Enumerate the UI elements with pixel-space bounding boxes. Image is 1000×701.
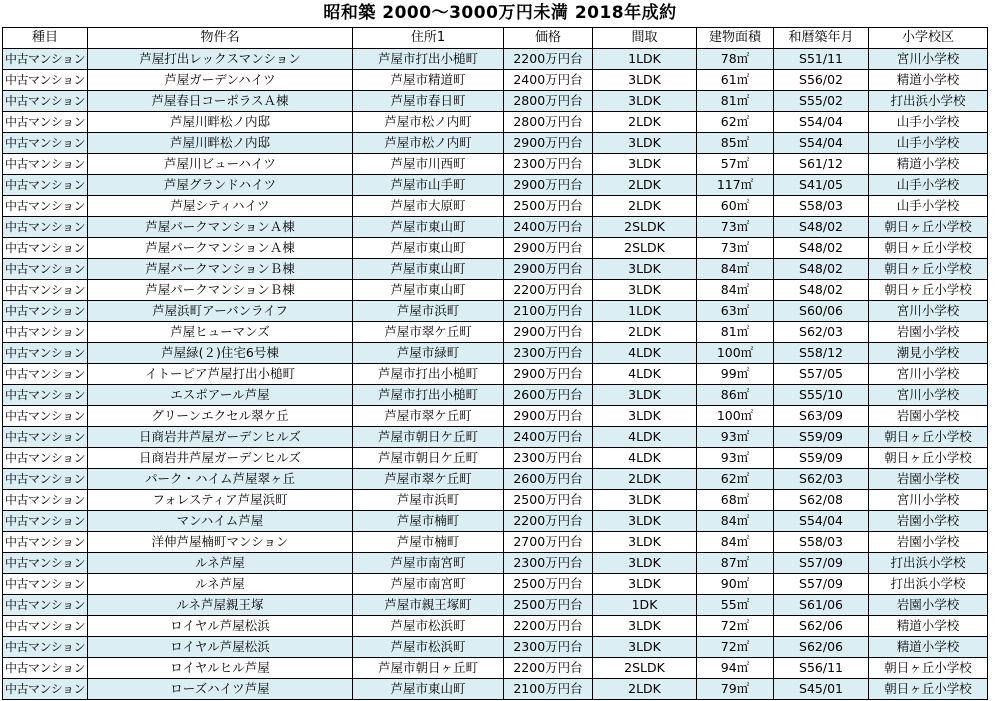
cell-kind: 中古マンション [3, 133, 88, 154]
cell-price: 2900万円台 [504, 259, 593, 280]
cell-floor-area: 81㎡ [697, 322, 774, 343]
cell-price: 2400万円台 [504, 427, 593, 448]
cell-property-name: ルネ芦屋 [88, 553, 353, 574]
cell-price: 2200万円台 [504, 658, 593, 679]
cell-built-date: S57/09 [774, 553, 869, 574]
cell-layout: 3LDK [593, 511, 697, 532]
cell-floor-area: 84㎡ [697, 280, 774, 301]
cell-kind: 中古マンション [3, 511, 88, 532]
cell-kind: 中古マンション [3, 49, 88, 70]
cell-built-date: S62/03 [774, 322, 869, 343]
cell-price: 2400万円台 [504, 217, 593, 238]
cell-kind: 中古マンション [3, 238, 88, 259]
cell-floor-area: 84㎡ [697, 532, 774, 553]
cell-layout: 3LDK [593, 259, 697, 280]
table-row [3, 595, 988, 616]
cell-property-name: 芦屋ヒューマンズ [88, 322, 353, 343]
cell-price: 2200万円台 [504, 49, 593, 70]
cell-school-district: 朝日ヶ丘小学校 [869, 259, 988, 280]
cell-floor-area: 72㎡ [697, 616, 774, 637]
cell-school-district: 山手小学校 [869, 196, 988, 217]
column-header-layout: 間取 [593, 28, 697, 49]
cell-kind: 中古マンション [3, 322, 88, 343]
cell-price: 2600万円台 [504, 469, 593, 490]
cell-built-date: S55/10 [774, 385, 869, 406]
cell-property-name: 芦屋パークマンションＡ棟 [88, 238, 353, 259]
cell-kind: 中古マンション [3, 196, 88, 217]
cell-layout: 3LDK [593, 280, 697, 301]
cell-price: 2200万円台 [504, 616, 593, 637]
cell-layout: 3LDK [593, 532, 697, 553]
cell-floor-area: 78㎡ [697, 49, 774, 70]
cell-address: 芦屋市東山町 [353, 679, 504, 700]
cell-school-district: 朝日ヶ丘小学校 [869, 448, 988, 469]
cell-built-date: S59/09 [774, 427, 869, 448]
cell-built-date: S62/08 [774, 490, 869, 511]
cell-built-date: S56/02 [774, 70, 869, 91]
cell-kind: 中古マンション [3, 595, 88, 616]
cell-layout: 2LDK [593, 322, 697, 343]
cell-floor-area: 81㎡ [697, 91, 774, 112]
cell-address: 芦屋市精道町 [353, 70, 504, 91]
cell-layout: 3LDK [593, 154, 697, 175]
table-row [3, 112, 988, 133]
cell-property-name: ロイヤル芦屋松浜 [88, 637, 353, 658]
cell-property-name: 芦屋シティハイツ [88, 196, 353, 217]
cell-property-name: 芦屋緑(２)住宅6号棟 [88, 343, 353, 364]
cell-floor-area: 100㎡ [697, 343, 774, 364]
cell-property-name: 芦屋川ビューハイツ [88, 154, 353, 175]
column-header-property-name: 物件名 [88, 28, 353, 49]
cell-kind: 中古マンション [3, 154, 88, 175]
cell-kind: 中古マンション [3, 490, 88, 511]
table-body [3, 49, 988, 700]
cell-address: 芦屋市南宮町 [353, 574, 504, 595]
cell-built-date: S58/12 [774, 343, 869, 364]
cell-school-district: 岩園小学校 [869, 511, 988, 532]
cell-kind: 中古マンション [3, 112, 88, 133]
cell-school-district: 岩園小学校 [869, 532, 988, 553]
cell-kind: 中古マンション [3, 469, 88, 490]
cell-price: 2800万円台 [504, 112, 593, 133]
cell-school-district: 朝日ヶ丘小学校 [869, 679, 988, 700]
cell-address: 芦屋市朝日ケ丘町 [353, 448, 504, 469]
cell-address: 芦屋市打出小槌町 [353, 385, 504, 406]
cell-layout: 3LDK [593, 574, 697, 595]
column-header-price: 価格 [504, 28, 593, 49]
cell-floor-area: 68㎡ [697, 490, 774, 511]
cell-property-name: 芦屋パークマンションＢ棟 [88, 280, 353, 301]
table-row [3, 91, 988, 112]
cell-price: 2500万円台 [504, 196, 593, 217]
cell-built-date: S48/02 [774, 280, 869, 301]
cell-address: 芦屋市緑町 [353, 343, 504, 364]
cell-floor-area: 72㎡ [697, 637, 774, 658]
cell-kind: 中古マンション [3, 532, 88, 553]
cell-layout: 2LDK [593, 679, 697, 700]
cell-price: 2500万円台 [504, 595, 593, 616]
cell-built-date: S51/11 [774, 49, 869, 70]
table-row [3, 532, 988, 553]
cell-kind: 中古マンション [3, 280, 88, 301]
cell-price: 2400万円台 [504, 70, 593, 91]
table-row [3, 154, 988, 175]
cell-floor-area: 62㎡ [697, 469, 774, 490]
cell-price: 2900万円台 [504, 133, 593, 154]
cell-kind: 中古マンション [3, 553, 88, 574]
cell-layout: 3LDK [593, 70, 697, 91]
cell-school-district: 朝日ヶ丘小学校 [869, 280, 988, 301]
sales-table [2, 27, 988, 700]
cell-kind: 中古マンション [3, 637, 88, 658]
table-row [3, 238, 988, 259]
table-row [3, 280, 988, 301]
cell-price: 2900万円台 [504, 175, 593, 196]
cell-address: 芦屋市東山町 [353, 280, 504, 301]
cell-address: 芦屋市浜町 [353, 301, 504, 322]
cell-built-date: S62/06 [774, 616, 869, 637]
cell-school-district: 朝日ヶ丘小学校 [869, 238, 988, 259]
cell-address: 芦屋市川西町 [353, 154, 504, 175]
cell-floor-area: 90㎡ [697, 574, 774, 595]
cell-kind: 中古マンション [3, 385, 88, 406]
cell-school-district: 山手小学校 [869, 112, 988, 133]
cell-property-name: 芦屋川畔松ノ内邸 [88, 112, 353, 133]
table-row [3, 175, 988, 196]
cell-address: 芦屋市楠町 [353, 532, 504, 553]
cell-floor-area: 62㎡ [697, 112, 774, 133]
cell-property-name: 芦屋グランドハイツ [88, 175, 353, 196]
cell-built-date: S57/05 [774, 364, 869, 385]
cell-school-district: 山手小学校 [869, 133, 988, 154]
cell-school-district: 岩園小学校 [869, 469, 988, 490]
table-row [3, 448, 988, 469]
cell-kind: 中古マンション [3, 658, 88, 679]
cell-floor-area: 84㎡ [697, 511, 774, 532]
cell-built-date: S58/03 [774, 532, 869, 553]
cell-school-district: 宮川小学校 [869, 301, 988, 322]
cell-address: 芦屋市松浜町 [353, 616, 504, 637]
cell-layout: 3LDK [593, 406, 697, 427]
cell-property-name: 芦屋川畔松ノ内邸 [88, 133, 353, 154]
column-header-floor-area: 建物面積 [697, 28, 774, 49]
cell-built-date: S41/05 [774, 175, 869, 196]
cell-price: 2300万円台 [504, 553, 593, 574]
cell-kind: 中古マンション [3, 406, 88, 427]
cell-property-name: ローズハイツ芦屋 [88, 679, 353, 700]
cell-price: 2500万円台 [504, 490, 593, 511]
sheet-title: 昭和築 2000～3000万円未満 2018年成約 [323, 3, 677, 23]
cell-built-date: S55/02 [774, 91, 869, 112]
cell-floor-area: 93㎡ [697, 448, 774, 469]
cell-address: 芦屋市松ノ内町 [353, 112, 504, 133]
cell-built-date: S48/02 [774, 238, 869, 259]
cell-address: 芦屋市朝日ケ丘町 [353, 427, 504, 448]
table-row [3, 385, 988, 406]
cell-property-name: グリーンエクセル翠ケ丘 [88, 406, 353, 427]
table-row [3, 196, 988, 217]
cell-property-name: 芦屋浜町アーバンライフ [88, 301, 353, 322]
cell-school-district: 打出浜小学校 [869, 574, 988, 595]
table-row [3, 133, 988, 154]
cell-address: 芦屋市松ノ内町 [353, 133, 504, 154]
cell-layout: 3LDK [593, 91, 697, 112]
cell-layout: 2LDK [593, 175, 697, 196]
cell-property-name: 日商岩井芦屋ガーデンヒルズ [88, 448, 353, 469]
column-header-built-date: 和暦築年月 [774, 28, 869, 49]
table-row [3, 406, 988, 427]
cell-school-district: 山手小学校 [869, 175, 988, 196]
cell-kind: 中古マンション [3, 679, 88, 700]
cell-property-name: 芦屋ガーデンハイツ [88, 70, 353, 91]
table-row [3, 49, 988, 70]
table-row [3, 616, 988, 637]
cell-layout: 3LDK [593, 637, 697, 658]
cell-property-name: 芦屋春日コーポラスＡ棟 [88, 91, 353, 112]
cell-price: 2300万円台 [504, 637, 593, 658]
cell-layout: 2LDK [593, 196, 697, 217]
cell-price: 2600万円台 [504, 385, 593, 406]
table-row [3, 553, 988, 574]
cell-school-district: 岩園小学校 [869, 406, 988, 427]
cell-kind: 中古マンション [3, 448, 88, 469]
cell-built-date: S45/01 [774, 679, 869, 700]
cell-built-date: S56/11 [774, 658, 869, 679]
cell-kind: 中古マンション [3, 217, 88, 238]
cell-school-district: 精道小学校 [869, 154, 988, 175]
cell-school-district: 朝日ヶ丘小学校 [869, 217, 988, 238]
cell-layout: 3LDK [593, 553, 697, 574]
cell-address: 芦屋市楠町 [353, 511, 504, 532]
cell-floor-area: 87㎡ [697, 553, 774, 574]
table-row [3, 70, 988, 91]
cell-address: 芦屋市松浜町 [353, 637, 504, 658]
cell-layout: 1DK [593, 595, 697, 616]
cell-address: 芦屋市大原町 [353, 196, 504, 217]
column-header-school-district: 小学校区 [869, 28, 988, 49]
cell-address: 芦屋市東山町 [353, 217, 504, 238]
cell-floor-area: 63㎡ [697, 301, 774, 322]
cell-school-district: 岩園小学校 [869, 595, 988, 616]
cell-layout: 3LDK [593, 133, 697, 154]
cell-price: 2900万円台 [504, 238, 593, 259]
cell-built-date: S57/09 [774, 574, 869, 595]
cell-built-date: S62/03 [774, 469, 869, 490]
cell-price: 2800万円台 [504, 91, 593, 112]
table-row [3, 490, 988, 511]
cell-kind: 中古マンション [3, 259, 88, 280]
cell-school-district: 宮川小学校 [869, 490, 988, 511]
cell-built-date: S54/04 [774, 112, 869, 133]
cell-school-district: 打出浜小学校 [869, 553, 988, 574]
cell-address: 芦屋市浜町 [353, 490, 504, 511]
cell-layout: 4LDK [593, 448, 697, 469]
cell-property-name: ルネ芦屋親王塚 [88, 595, 353, 616]
table-row [3, 343, 988, 364]
cell-property-name: ロイヤルヒル芦屋 [88, 658, 353, 679]
cell-price: 2900万円台 [504, 322, 593, 343]
cell-built-date: S63/09 [774, 406, 869, 427]
cell-address: 芦屋市打出小槌町 [353, 364, 504, 385]
cell-layout: 2LDK [593, 112, 697, 133]
header-row [3, 28, 988, 49]
cell-floor-area: 86㎡ [697, 385, 774, 406]
cell-price: 2900万円台 [504, 364, 593, 385]
table-row [3, 658, 988, 679]
cell-layout: 1LDK [593, 49, 697, 70]
cell-school-district: 精道小学校 [869, 70, 988, 91]
table-row [3, 364, 988, 385]
cell-layout: 1LDK [593, 301, 697, 322]
cell-price: 2300万円台 [504, 448, 593, 469]
cell-floor-area: 73㎡ [697, 238, 774, 259]
cell-built-date: S58/03 [774, 196, 869, 217]
cell-layout: 3LDK [593, 385, 697, 406]
cell-built-date: S54/04 [774, 133, 869, 154]
cell-built-date: S59/09 [774, 448, 869, 469]
cell-address: 芦屋市朝日ヶ丘町 [353, 658, 504, 679]
cell-floor-area: 73㎡ [697, 217, 774, 238]
table-row [3, 259, 988, 280]
cell-kind: 中古マンション [3, 175, 88, 196]
column-header-kind: 種目 [3, 28, 88, 49]
cell-school-district: 朝日ヶ丘小学校 [869, 427, 988, 448]
cell-property-name: パーク・ハイム芦屋翠ヶ丘 [88, 469, 353, 490]
cell-address: 芦屋市東山町 [353, 238, 504, 259]
cell-price: 2100万円台 [504, 679, 593, 700]
cell-school-district: 打出浜小学校 [869, 91, 988, 112]
cell-layout: 2SLDK [593, 658, 697, 679]
cell-price: 2200万円台 [504, 511, 593, 532]
cell-property-name: イトーピア芦屋打出小槌町 [88, 364, 353, 385]
cell-price: 2700万円台 [504, 532, 593, 553]
cell-school-district: 精道小学校 [869, 637, 988, 658]
cell-floor-area: 117㎡ [697, 175, 774, 196]
cell-layout: 4LDK [593, 343, 697, 364]
cell-school-district: 潮見小学校 [869, 343, 988, 364]
cell-address: 芦屋市親王塚町 [353, 595, 504, 616]
cell-address: 芦屋市翠ケ丘町 [353, 322, 504, 343]
table-row [3, 511, 988, 532]
cell-property-name: 日商岩井芦屋ガーデンヒルズ [88, 427, 353, 448]
cell-layout: 4LDK [593, 364, 697, 385]
cell-floor-area: 84㎡ [697, 259, 774, 280]
cell-address: 芦屋市翠ケ丘町 [353, 469, 504, 490]
cell-built-date: S60/06 [774, 301, 869, 322]
cell-price: 2300万円台 [504, 343, 593, 364]
table-row [3, 322, 988, 343]
cell-layout: 4LDK [593, 427, 697, 448]
cell-price: 2200万円台 [504, 280, 593, 301]
cell-layout: 2SLDK [593, 217, 697, 238]
cell-built-date: S48/02 [774, 259, 869, 280]
cell-built-date: S61/12 [774, 154, 869, 175]
cell-kind: 中古マンション [3, 91, 88, 112]
cell-layout: 2LDK [593, 469, 697, 490]
cell-property-name: ロイヤル芦屋松浜 [88, 616, 353, 637]
cell-built-date: S62/06 [774, 637, 869, 658]
cell-kind: 中古マンション [3, 427, 88, 448]
cell-property-name: エスポアール芦屋 [88, 385, 353, 406]
cell-property-name: 芦屋打出レックスマンション [88, 49, 353, 70]
cell-address: 芦屋市山手町 [353, 175, 504, 196]
cell-floor-area: 55㎡ [697, 595, 774, 616]
cell-built-date: S61/06 [774, 595, 869, 616]
cell-floor-area: 93㎡ [697, 427, 774, 448]
cell-property-name: フォレスティア芦屋浜町 [88, 490, 353, 511]
cell-price: 2900万円台 [504, 406, 593, 427]
cell-layout: 3LDK [593, 616, 697, 637]
cell-kind: 中古マンション [3, 301, 88, 322]
cell-property-name: ルネ芦屋 [88, 574, 353, 595]
cell-property-name: 芦屋パークマンションＡ棟 [88, 217, 353, 238]
cell-address: 芦屋市南宮町 [353, 553, 504, 574]
cell-floor-area: 61㎡ [697, 70, 774, 91]
cell-floor-area: 100㎡ [697, 406, 774, 427]
cell-kind: 中古マンション [3, 574, 88, 595]
cell-property-name: マンハイム芦屋 [88, 511, 353, 532]
cell-school-district: 宮川小学校 [869, 385, 988, 406]
cell-floor-area: 79㎡ [697, 679, 774, 700]
cell-floor-area: 99㎡ [697, 364, 774, 385]
cell-kind: 中古マンション [3, 70, 88, 91]
column-header-address: 住所1 [353, 28, 504, 49]
cell-price: 2500万円台 [504, 574, 593, 595]
cell-school-district: 朝日ヶ丘小学校 [869, 658, 988, 679]
cell-property-name: 芦屋パークマンションＢ棟 [88, 259, 353, 280]
cell-price: 2300万円台 [504, 154, 593, 175]
cell-school-district: 宮川小学校 [869, 364, 988, 385]
cell-built-date: S48/02 [774, 217, 869, 238]
cell-school-district: 岩園小学校 [869, 322, 988, 343]
table-row [3, 469, 988, 490]
table-row [3, 301, 988, 322]
table-row [3, 427, 988, 448]
cell-address: 芦屋市翠ケ丘町 [353, 406, 504, 427]
table-row [3, 217, 988, 238]
cell-floor-area: 57㎡ [697, 154, 774, 175]
table-row [3, 679, 988, 700]
cell-layout: 2SLDK [593, 238, 697, 259]
table-row [3, 574, 988, 595]
cell-address: 芦屋市東山町 [353, 259, 504, 280]
cell-address: 芦屋市打出小槌町 [353, 49, 504, 70]
cell-kind: 中古マンション [3, 616, 88, 637]
cell-price: 2100万円台 [504, 301, 593, 322]
cell-floor-area: 60㎡ [697, 196, 774, 217]
cell-floor-area: 94㎡ [697, 658, 774, 679]
cell-school-district: 精道小学校 [869, 616, 988, 637]
cell-property-name: 洋伸芦屋楠町マンション [88, 532, 353, 553]
cell-layout: 3LDK [593, 490, 697, 511]
cell-kind: 中古マンション [3, 364, 88, 385]
table-row [3, 637, 988, 658]
cell-school-district: 宮川小学校 [869, 49, 988, 70]
cell-built-date: S54/04 [774, 511, 869, 532]
cell-kind: 中古マンション [3, 343, 88, 364]
cell-address: 芦屋市春日町 [353, 91, 504, 112]
cell-floor-area: 85㎡ [697, 133, 774, 154]
